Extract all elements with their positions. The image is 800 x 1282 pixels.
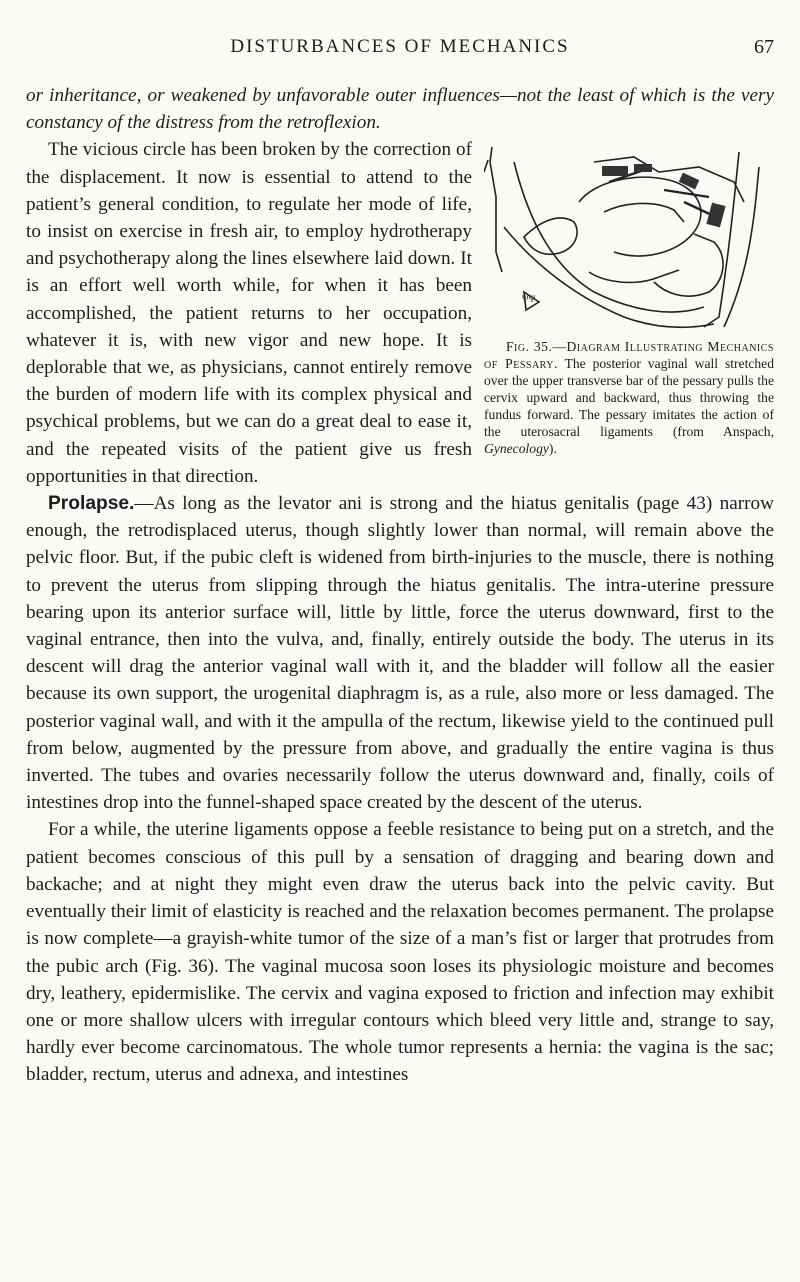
figure-35 xyxy=(484,142,774,457)
paragraph-uterine-ligaments: For a while, the uterine ligaments oppose a feeble resistance to being put on a stretch, and the patient becomes conscious of this pull by a sensation of dragging and bearing down and backache; and at night they might even draw the uterus back into the pelvic cavity. But eventually their limit of elasticity is reached and the relaxation becomes permanent. The prolapse is now complete—a grayish-white tumor of the size of a man’s fist or larger that protrudes from the pubic arch (Fig. 36). The vaginal mucosa soon loses its physiologic moisture and becomes dry, leathery, epidermislike. The cervix and vagina exposed to friction and infection may exhibit one or more shallow ulcers with irregular contours which bleed very little and, strange to say, hardly ever become carcinomatous. The whole tumor represents a hernia: the vagina is the sac; bladder, rectum, uterus and adnexa, and intestines xyxy=(26,819,774,1086)
pessary-diagram-illustration xyxy=(484,142,769,332)
figure-title: —Diagram Illustrating Mechanics of Pessary. xyxy=(484,339,774,372)
figure-source-end: ). xyxy=(548,441,557,457)
italic-continuation: or inheritance, or weakened by unfavorable outer influences—not the least of which is the very constancy of the distress from the retroflexion. xyxy=(26,85,774,134)
figure-caption xyxy=(484,338,774,457)
paragraph-vicious-circle-text: The vicious circle has been broken by the correction of the displacement. It now is essential to attend to the patient’s general condition, to regulate her mode of life, to insist on exercise in fresh air, to employ hydrotherapy and psychotherapy along the lines elsewhere laid down. It is an effort well worth while, for when it has been accomplished, the patient returns to her occupation, whatever it is, with new vigor and new hope. It is deplorable that we, as physicians, cannot entirely remove the burden of modern life with its complex physical and psychical problems, but we can do a great deal to ease it, and the repeated visits of the patient give us fresh opportunities in that direction. xyxy=(26,139,472,487)
section-heading-prolapse: Prolapse. xyxy=(48,493,135,515)
running-title: DISTURBANCES OF MECHANICS xyxy=(230,36,570,57)
paragraph-prolapse xyxy=(26,490,774,816)
figure-caption-body: The posterior vaginal wall stretched over the upper transverse bar of the pessary pulls the cervix upward and backward, thus throwing the fundus forward. The pessary imitates the action of the uterosacral ligaments (from Anspach, xyxy=(484,356,775,440)
figure-label: Fig. 35. xyxy=(506,339,553,355)
svg-text:ΨΨ: ΨΨ xyxy=(522,294,536,305)
page-header xyxy=(26,36,774,62)
prolapse-text: —As long as the levator ani is strong and the hiatus genitalis (page 43) narrow enough, the retrodisplaced uterus, though slightly lower than normal, will remain above the pelvic floor. But, if the pubic cleft is widened from birth-injuries to the muscle, there is nothing to prevent the uterus from slipping through the hiatus genitalis. The intra-uterine pressure bearing upon its anterior surface will, little by little, force the uterus downward, first to the vaginal entrance, then into the vulva, and, finally, entirely outside the body. The uterus in its descent will drag the anterior vaginal wall with it, and the bladder will follow all the easier because its own support, the urogenital diaphragm is, as a rule, also more or less damaged. The posterior vaginal wall, and with it the ampulla of the rectum, likewise yield to the continued pull from below, augmented by the pressure from above, and gradually the entire vagina is thus inverted. The tubes and ovaries necessarily follow the uterus downward and, finally, coils of intestines drop into the funnel-shaped space created by the descent of the uterus. xyxy=(26,493,774,814)
intro-text xyxy=(26,82,774,1089)
page-number: 67 xyxy=(754,36,774,58)
paragraph-vicious-circle xyxy=(26,136,774,490)
figure-source: Gynecology xyxy=(484,441,549,457)
